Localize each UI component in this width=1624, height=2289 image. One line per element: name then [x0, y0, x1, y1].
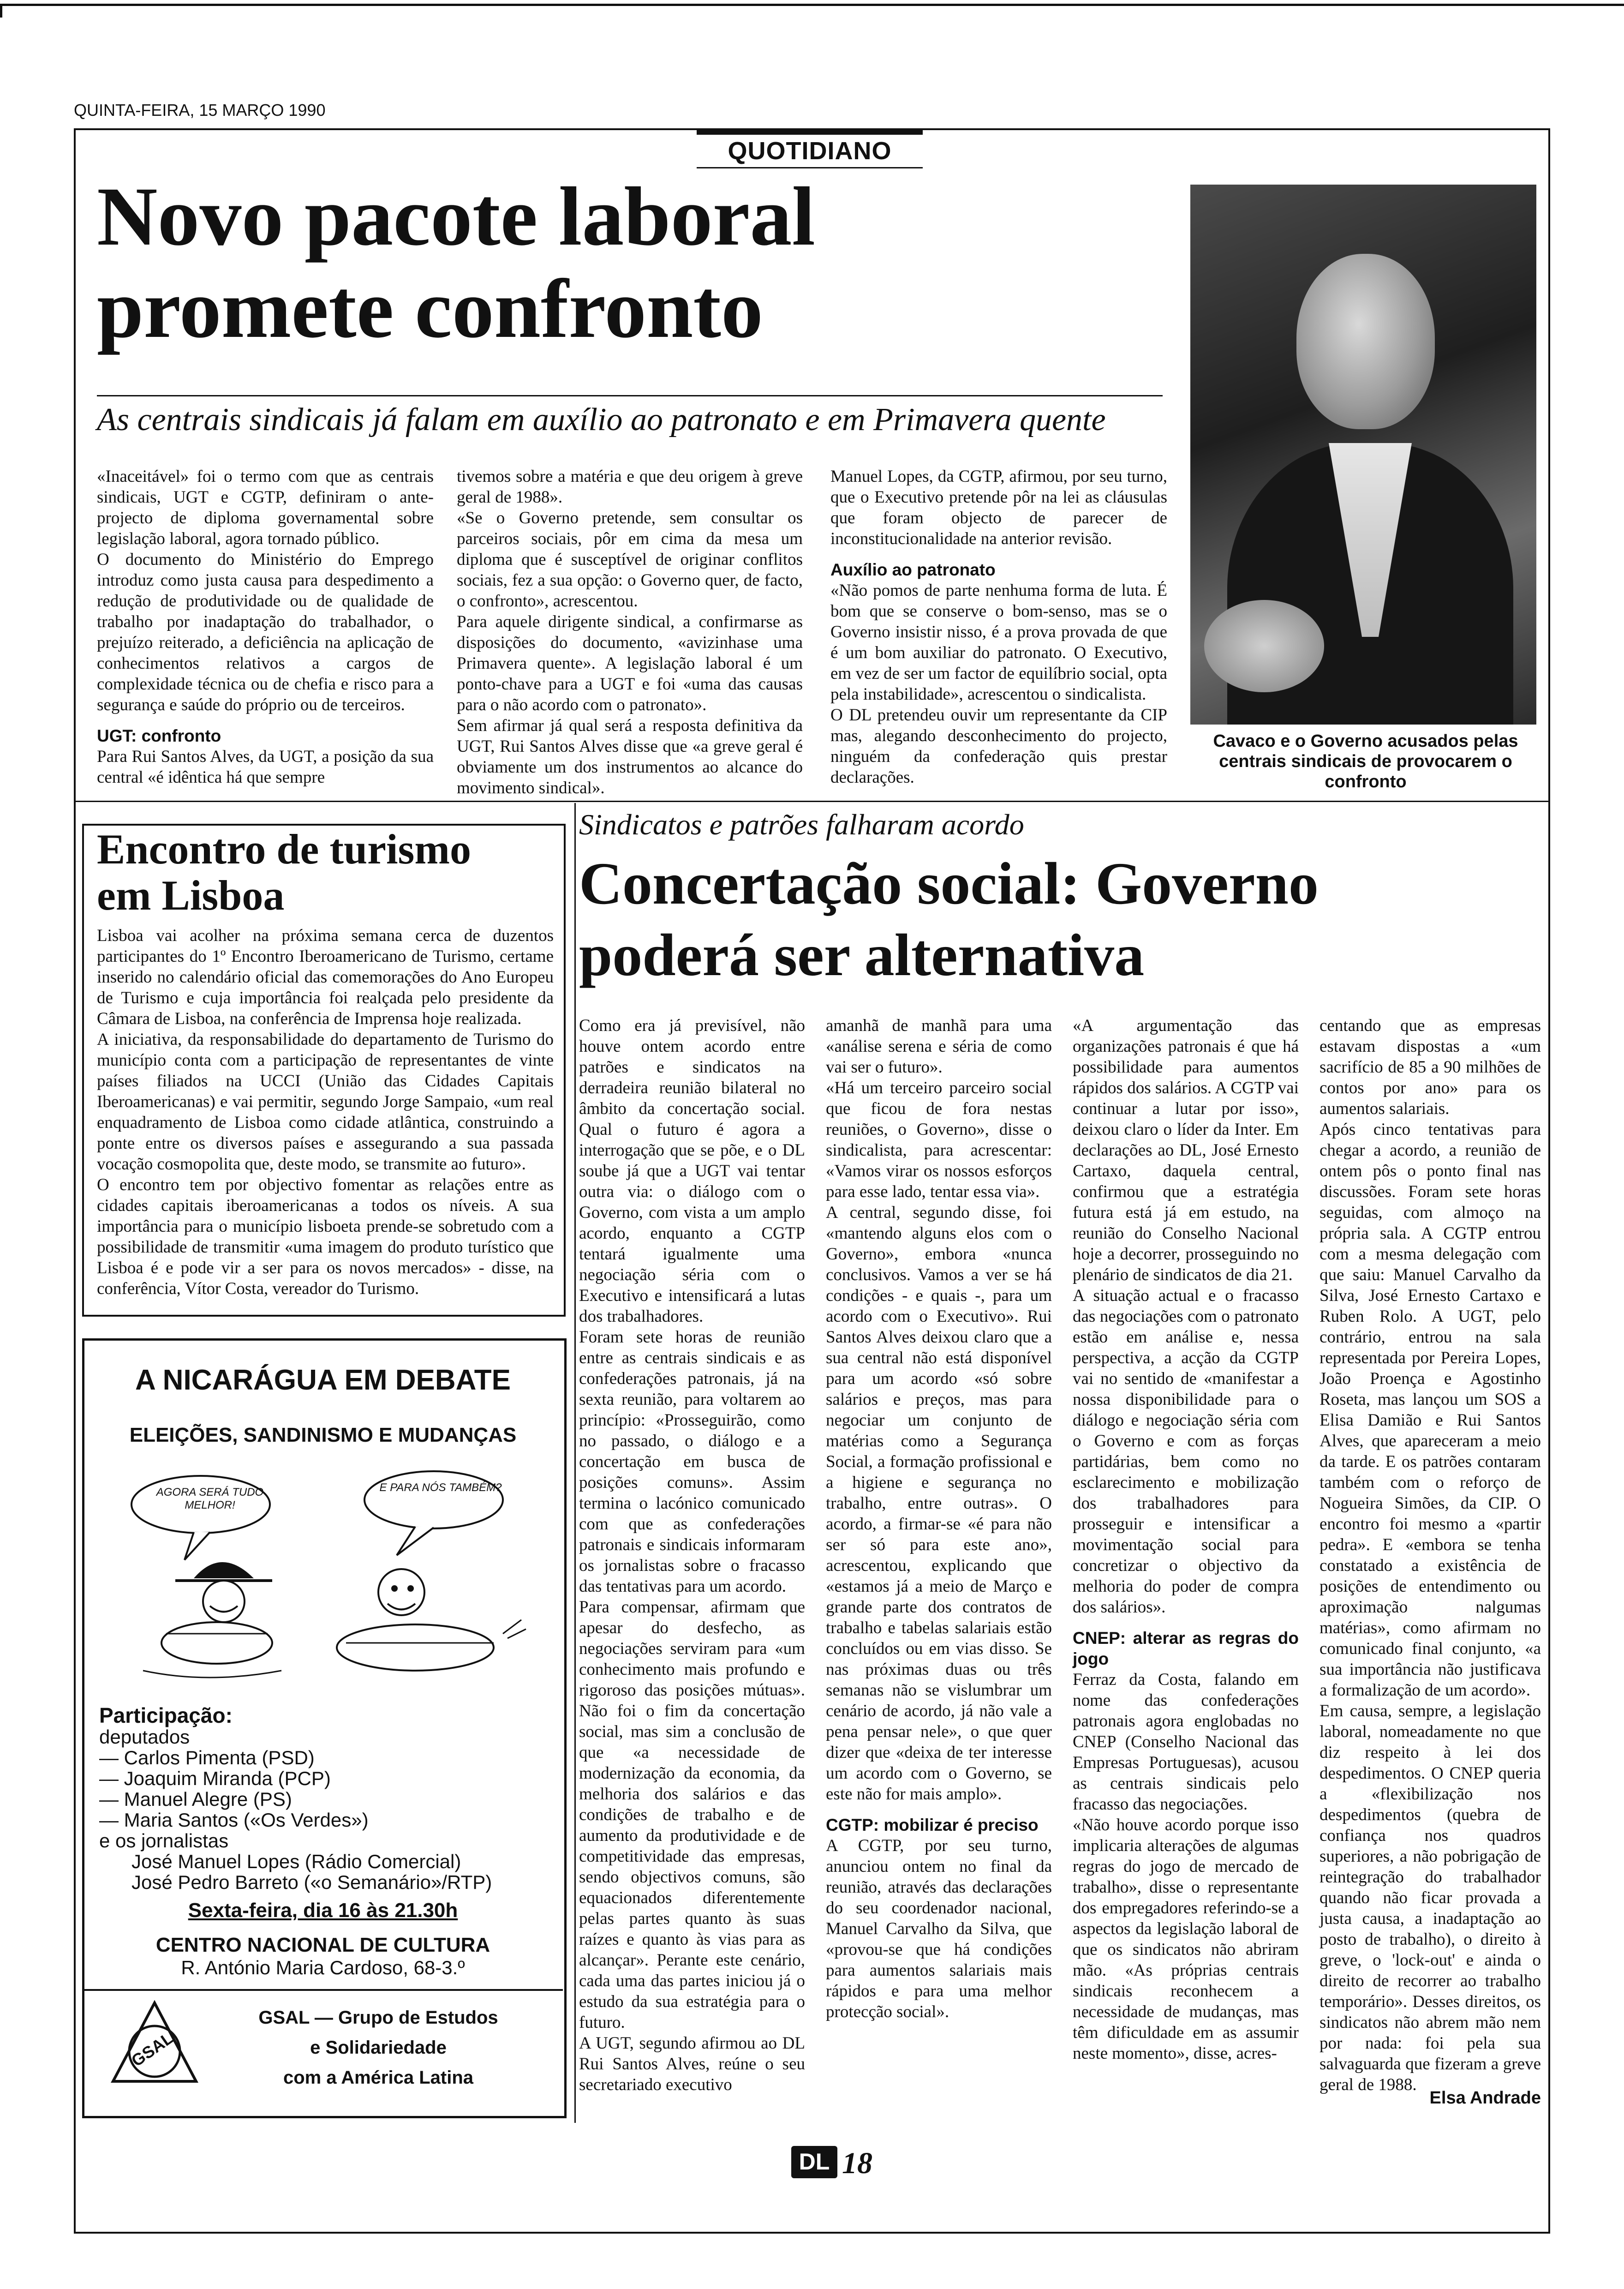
ad-deputy: — Manuel Alegre (PS) [99, 1788, 292, 1810]
frame-left [74, 128, 76, 2233]
ad-journalist: José Pedro Barreto («o Semanário»/RTP) [131, 1871, 492, 1893]
concertacao-byline: Elsa Andrade [1429, 2088, 1541, 2108]
lead-paragraph: Manuel Lopes, da CGTP, afirmou, por seu turno, que o Executivo pretende pôr na lei as cláusulas que foram objecto de parecer de inconstitucionalidade na anterior revisão. [830, 467, 1167, 548]
concertacao-paragraph: Como era já previsível, não houve ontem acordo entre patrões e sindicatos na derradeira reunião bilateral no âmbito da concertação social. Qual o futuro é agora a interrogação que se põe, e o DL soube já que a UGT vai tentar outra via: o diálogo com o Governo, com vista a um amplo acordo, enquanto a CGTP tentará igualmente uma negociação séria com o Executivo e intensificará a lutas dos trabalhadores. [579, 1016, 805, 1326]
top-border [0, 4, 1624, 6]
ad-journalist: José Manuel Lopes (Rádio Comercial) [131, 1851, 461, 1872]
ad-deputy: — Maria Santos («Os Verdes») [99, 1809, 369, 1831]
lead-subhead-ugt: UGT: confronto [97, 726, 221, 745]
section-bar [697, 130, 923, 135]
concertacao-subhead-cnep: CNEP: alterar as regras do jogo [1073, 1629, 1299, 1668]
lead-column-1 [97, 466, 434, 788]
concertacao-column-4 [1320, 1015, 1541, 2095]
turismo-paragraph: A iniciativa, da responsabilidade do departamento de Turismo do município conta com a participação de representantes de vinte países filiados na UCCI (União das Cidades Capitais Iberoamericanas) e vai permitir, segundo Jorge Sampaio, «um real enquadramento de Lisboa como cidade atlântica, construindo a ponte entre os diversos países e assegurando a sua passada vocação cosmopolita que, deste modo, se transmite ao futuro». [97, 1030, 554, 1174]
section-label: QUOTIDIANO [728, 137, 892, 165]
ad-org-line-2: e Solidariedade [310, 2037, 447, 2058]
concertacao-kicker: Sindicatos e patrões falharam acordo [579, 808, 1024, 841]
concertacao-paragraph: A central, segundo disse, foi «mantendo alguns elos com o Governo», embora «nunca conclusivos. Vamos a ver se há condições - e quais -, para um acordo com o Executivo». Rui Santos Alves deixou claro que a sua central não está disponível para um acordo «só sobre salários e preços, mas para negociar um conjunto de matérias como a Segurança Social, a formação profissional e a higiene e segurança no trabalho, entre outras». O acordo, a firmar-se «é para não ser só para este ano», acrescentou, explicando que «estamos já a meio de Março e grande parte dos contratos de trabalho e tabelas salariais estão concluídos ou em vias disso. Se nas próximas duas ou três semanas não se vislumbrar um cenário de acordo, já não vale a pena pensar nele», o que quer dizer que «deixa de ter interesse um acordo com o Governo, se este não for mais amplo». [826, 1203, 1052, 1804]
concertacao-column-3 [1073, 1015, 1299, 2064]
concertacao-paragraph: Ferraz da Costa, falando em nome das confederações patronais agora englobadas no CNEP (Conselho Nacional das Empresas Portuguesas), acusou as centrais sindicais pelo fracasso das negociações. [1073, 1670, 1299, 1814]
ad-deputy: — Joaquim Miranda (PCP) [99, 1768, 331, 1789]
concertacao-column-1 [579, 1015, 805, 2095]
photo-figure-hand [1204, 600, 1324, 692]
concertacao-paragraph: A UGT, segundo afirmou ao DL Rui Santos Alves, reúne o seu secretariado executivo [579, 2034, 805, 2094]
ad-org-line-1: GSAL — Grupo de Estudos [258, 2007, 498, 2028]
ad-journalists-label: e os jornalistas [99, 1830, 229, 1852]
concertacao-paragraph: «A argumentação das organizações patronais é que há possibilidade para aumentos rápidos dos salários. A CGTP vai continuar a lutar por isso», deixou claro o líder da Inter. Em declarações ao DL, José Ernesto Cartaxo, daquela central, confirmou que a estratégia futura está já em estudo, na reunião do Conselho Nacional hoje a decorrer, prosseguindo no plenário de sindicatos de dia 21. [1073, 1016, 1299, 1284]
ad-title: A NICARÁGUA EM DEBATE [135, 1364, 511, 1396]
ad-when: Sexta-feira, dia 16 às 21.30h [188, 1899, 458, 1922]
cartoon-bubble-left: AGORA SERÁ TUDO MELHOR! [156, 1486, 264, 1511]
concertacao-paragraph: Foram sete horas de reunião entre as centrais sindicais e as confederações patronais, já na sexta reunião, para voltarem ao princípio: «Prosseguirão, como no passado, o diálogo e a concertação em busca de posições comuns». Assim termina o lacónico comunicado com que as confederações patronais e sindicais informaram os jornalistas sobre o fracasso das tentativas para um acordo. [579, 1328, 805, 1596]
section-underline [697, 167, 923, 168]
turismo-paragraph: Lisboa vai acolher na próxima semana cerca de duzentos participantes do 1º Encontro Iberoamericano de Turismo, certame inserido no calendário oficial das comemorações do Ano Europeu de Turismo e cuja importância foi realçada pelo presidente da Câmara de Lisboa, na conferência de Imprensa hoje realizada. [97, 926, 554, 1028]
concertacao-paragraph: centando que as empresas estavam dispostas a «um sacrifício de 85 a 90 milhões de contos por ano» para os aumentos salariais. [1320, 1016, 1541, 1118]
lead-paragraph: Para aquele dirigente sindical, a confirmarse as disposições do documento, «avizinhase uma Primavera quente». A legislação laboral é um ponto-chave para a UGT e foi «uma das causas para o não acordo com o patronato». [457, 612, 803, 714]
turismo-title-1: Encontro de turismo [97, 826, 471, 873]
concertacao-paragraph: A situação actual e o fracasso das negociações com o patronato estão em análise e, nessa perspectiva, a acção da CGTP vai no sentido de «manifestar a nossa disponibilidade para o diálogo e negociação séria com o Governo e com as forças partidárias, bem como no esclarecimento e mobilização dos trabalhadores para prosseguir e intensificar a movimentação social para concretizar o objectivo da melhoria do poder de compra dos salários». [1073, 1286, 1299, 1617]
lead-paragraph: «Não pomos de parte nenhuma forma de luta. É bom que se conserve o bom-senso, mas se o Governo insistir nisso, é a prova provada de que é um bom auxiliar do patronato. O Executivo, em vez de ser um factor de equilíbrio social, opta pela instabilidade», acrescentou o sindicalista. [830, 581, 1167, 704]
lead-headline-rule [97, 395, 1163, 396]
lead-paragraph: «Se o Governo pretende, sem consultar os parceiros sociais, pôr em cima da mesa um diploma que é susceptível de originar conflitos sociais, fez a sua opção: o Governo quer, de facto, o confronto», acrescentou. [457, 509, 803, 611]
page-number: 18 [842, 2146, 872, 2180]
concertacao-column-2 [826, 1015, 1052, 2022]
frame-bottom [74, 2232, 1550, 2234]
lead-column-2 [457, 466, 803, 798]
lead-subhead-auxilio: Auxílio ao patronato [830, 560, 996, 579]
concertacao-headline-1: Concertação social: Governo [579, 851, 1319, 917]
ad-participation-label: Participação: [99, 1703, 233, 1727]
ad-deputy: — Carlos Pimenta (PSD) [99, 1747, 315, 1768]
lead-paragraph: Sem afirmar já qual será a resposta definitiva da UGT, Rui Santos Alves disse que «a greve geral é obviamente um dos instrumentos ao alcance do movimento sindical». [457, 716, 803, 797]
turismo-paragraph: O encontro tem por objectivo fomentar as relações entre as cidades capitais iberoamericanas a todos os níveis. A sua importância para o município lisboeta prende-se sobretudo com a possibilidade de transmitir «uma imagem do produto turístico que Lisboa é e pode vir a ser para os novos mercados» - disse, na conferência, Vítor Costa, vereador do Turismo. [97, 1175, 554, 1298]
lead-paragraph: Para Rui Santos Alves, da UGT, a posição da sua central «é idêntica há que sempre [97, 747, 434, 787]
lead-divider [74, 801, 1550, 802]
lead-paragraph: O documento do Ministério do Emprego introduz como justa causa para despedimento a redução de produtividade ou de qualidade de trabalho por inadaptação do trabalhador, o prejuízo reiterado, a deficiência na aplicação de conhecimentos relativos a cargos de complexidade técnica ou de chefia e risco para a segurança e saúde do próprio ou de terceiros. [97, 550, 434, 714]
ad-deputies-label: deputados [99, 1726, 190, 1748]
left-border [0, 4, 2, 18]
turismo-title-2: em Lisboa [97, 872, 285, 919]
ad-subtitle: ELEIÇÕES, SANDINISMO E MUDANÇAS [129, 1424, 517, 1446]
lead-paragraph: «Inaceitável» foi o termo com que as centrais sindicais, UGT e CGTP, definiram o ante-projecto de diploma governamental sobre legislação laboral, agora tornado público. [97, 467, 434, 548]
footer-logo: DL [799, 2149, 830, 2175]
concertacao-paragraph: amanhã de manhã para uma «análise serena e séria de como vai ser o futuro». [826, 1016, 1052, 1077]
frame-right [1548, 128, 1550, 2233]
issue-date: QUINTA-FEIRA, 15 MARÇO 1990 [74, 101, 326, 120]
concertacao-left-rule [574, 803, 576, 2123]
cartoon-bubble-right: E PARA NÓS TAMBÉM? [379, 1481, 502, 1494]
lead-headline-1: Novo pacote laboral [97, 170, 815, 263]
concertacao-paragraph: A CGTP, por seu turno, anunciou ontem no final da reunião, através das declarações do seu coordenador nacional, Manuel Carvalho da Silva, que «provou-se que há condições para aumentos salariais mais rápidos e para uma melhor protecção social». [826, 1836, 1052, 2021]
photo-figure-face [1296, 254, 1435, 429]
lead-standfirst: As centrais sindicais já falam em auxílio ao patronato e em Primavera quente [97, 402, 1106, 437]
concertacao-paragraph: Após cinco tentativas para chegar a acordo, a reunião de ontem pôs o ponto final nas discussões. Foram sete horas seguidas, com almoço na própria sala. A CGTP entrou com a mesma delegação com que saiu: Manuel Carvalho da Silva, José Ernesto Cartaxo e Ruben Rolo. A UGT, pelo contrário, entrou na sala representada por Pereira Lopes, João Proença e Agostinho Roseta, mas lançou um SOS a Elisa Damião e Rui Santos Alves, que apareceram a meio da tarde. E os patrões contaram também com o reforço de Nogueira Simões, da CIP. O encontro foi mesmo a «partir pedra». E «embora se tenha constatado a existência de posições de entendimento ou aproximação nalgumas matérias», como afirmam no comunicado final conjunto, «a sua importância não justificava a formalização de um acordo». [1320, 1120, 1541, 1700]
ad-footer-rule [83, 1989, 563, 1991]
ad-venue: CENTRO NACIONAL DE CULTURA [155, 1934, 490, 1956]
gsal-logo-text: GSAL [127, 2028, 177, 2071]
lead-column-3 [830, 466, 1167, 788]
turismo-body [97, 925, 554, 1299]
concertacao-paragraph: Para compensar, afirmam que apesar do desfecho, as negociações serviram para «um conhecimento mais profundo e rigoroso das posições mútuas». Não foi o fim da concertação social, mas sim a conclusão de que «a necessidade de modernização da economia, da melhoria dos salários e das condições de trabalho e de aumento da produtividade e de competitividade das empresas, sendo objectivos comuns, são equacionados diferentemente pelas partes quanto às suas raízes e quanto às vias para as alcançar». Perante este cenário, cada uma das partes iniciou já o estudo da sua estratégia para o futuro. [579, 1598, 805, 2032]
lead-paragraph: O DL pretendeu ouvir um representante da CIP mas, alegando desconhecimento do projecto, ninguém da confederação quis prestar declarações. [830, 706, 1167, 787]
concertacao-headline-2: poderá ser alternativa [579, 922, 1145, 989]
ad-org-line-3: com a América Latina [283, 2067, 473, 2088]
photo-caption: Cavaco e o Governo acusados pelas centrais sindicais de provocarem o confronto [1213, 731, 1518, 791]
concertacao-paragraph: «Não houve acordo porque isso implicaria alterações de algumas regras do jogo de mercado de trabalho», disse o representante dos empregadores referindo-se a aspectos da legislação laboral de que os sindicatos não abriram mão. «As próprias centrais sindicais reconhecem a necessidade de mudanças, mas têm dificuldade em as assumir neste momento», disse, acres- [1073, 1816, 1299, 2063]
concertacao-paragraph: Em causa, sempre, a legislação laboral, nomeadamente no que diz respeito à lei dos despedimentos. O CNEP queria a «flexibilização nos despedimentos (quebra de confiança nos quadros superiores, a não pobrigação de reintegração do trabalhador quando não ficar provada a justa causa, a inadaptação ao posto de trabalho), o direito à greve, o 'lock-out' e ainda o direito de recorrer ao trabalho temporário». Desses direitos, os sindicatos não abrem mão nem por nada: foi pela sua salvaguarda que fizeram a greve geral de 1988. [1320, 1702, 1541, 2094]
cavaco-photo [1190, 185, 1536, 725]
ad-address: R. António Maria Cardoso, 68-3.º [181, 1957, 465, 1978]
concertacao-subhead-cgtp: CGTP: mobilizar é preciso [826, 1816, 1039, 1834]
lead-paragraph: tivemos sobre a matéria e que deu origem à greve geral de 1988». [457, 467, 803, 507]
concertacao-paragraph: «Há um terceiro parceiro social que ficou de fora nestas reuniões, o Governo», disse o sindicalista, para acrescentar: «Vamos virar os nossos esforços para esse lado, tentar essa via». [826, 1079, 1052, 1201]
lead-headline-2: promete confronto [97, 263, 763, 355]
